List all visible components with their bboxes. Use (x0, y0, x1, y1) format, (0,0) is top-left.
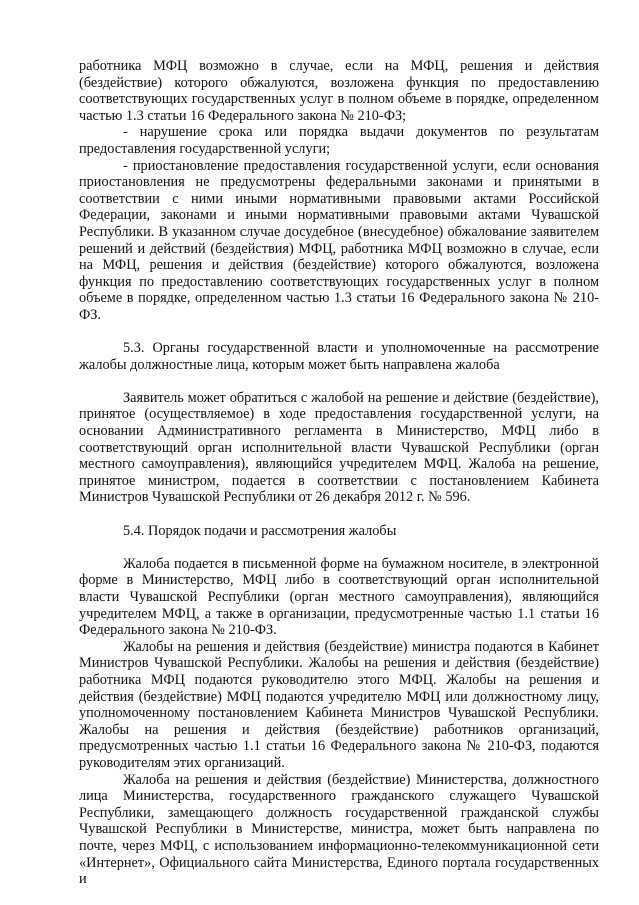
paragraph-applicant-may-appeal: Заявитель может обратиться с жалобой на решение и действие (бездействие), принятое (осуществляемое) в ходе предоставления государственной услуги, на основании Административного регламента в Министерство, МФЦ либо в соответствующий орган исполнительной власти Чувашской Республики (орган местного самоуправления), являющийся учредителем МФЦ. Жалоба на решение, принятое министром, подается в соответствии с постановлением Кабинета Министров Чувашской Республики от 26 декабря 2012 г. № 596. (79, 389, 599, 506)
paragraph-mfc-employee-appeal: работника МФЦ возможно в случае, если на МФЦ, решения и действия (бездействие) которого обжалуются, возложена функция по предоставлению соответствующих государственных услуг в полном объеме в порядке, определенном частью 1.3 статьи 16 Федерального закона № 210-ФЗ; (79, 58, 599, 124)
spacer (79, 506, 599, 523)
spacer (79, 324, 599, 341)
section-heading-5-3: 5.3. Органы государственной власти и уполномоченные на рассмотрение жалобы должностные лица, которым может быть направлена жалоба (79, 340, 599, 373)
paragraph-suspension-of-service: - приостановление предоставления государственной услуги, если основания приостановления не предусмотрены федеральными законами и принятыми в соответствии с ними иными нормативными правовыми актами Российской Федерации, законами и иными нормативными правовыми актами Чувашской Республики. В указанном случае досудебное (внесудебное) обжалование заявителем решений и действий (бездействия) МФЦ, работника МФЦ возможно в случае, если на МФЦ, решения и действия (бездействие) которого обжалуются, возложена функция по предоставлению соответствующих государственных услуг в полном объеме в порядке, определенном частью 1.3 статьи 16 Федерального закона № 210-ФЗ. (79, 157, 599, 323)
section-heading-5-4: 5.4. Порядок подачи и рассмотрения жалобы (123, 522, 397, 539)
paragraph-complaints-on-minister: Жалобы на решения и действия (бездействие) министра подаются в Кабинет Министров Чувашской Республики. Жалобы на решения и действия (бездействие) работника МФЦ подаются руководителю этого МФЦ. Жалобы на решения и действия (бездействие) МФЦ подаются учредителю МФЦ или должностному лицу, уполномоченному постановлением Кабинета Министров Чувашской Республики. Жалобы на решения и действия (бездействие) работников организаций, предусмотренных частью 1.1 статьи 16 Федерального закона № 210-ФЗ, подаются руководителям этих организаций. (79, 638, 599, 771)
paragraph-complaint-channels: Жалоба на решения и действия (бездействие) Министерства, должностного лица Министерства, государственного гражданского служащего Чувашской Республики, замещающего должность государственной гражданской службы Чувашской Республики в Министерстве, министра, может быть направлена по почте, через МФЦ, с использованием информационно-телекоммуникационной сети «Интернет», Официального сайта Министерства, Единого портала государственных и (79, 771, 599, 888)
spacer (79, 539, 599, 556)
paragraph-deadline-violation: - нарушение срока или порядка выдачи документов по результатам предоставления государственной услуги; (79, 124, 599, 157)
document-page (79, 58, 599, 888)
spacer (79, 373, 599, 390)
paragraph-complaint-form: Жалоба подается в письменной форме на бумажном носителе, в электронной форме в Министерство, МФЦ либо в соответствующий орган исполнительной власти Чувашской Республики (орган местного самоуправления), являющийся учредителем МФЦ, а также в организации, предусмотренные частью 1.1 статьи 16 Федерального закона № 210-ФЗ. (79, 555, 599, 639)
